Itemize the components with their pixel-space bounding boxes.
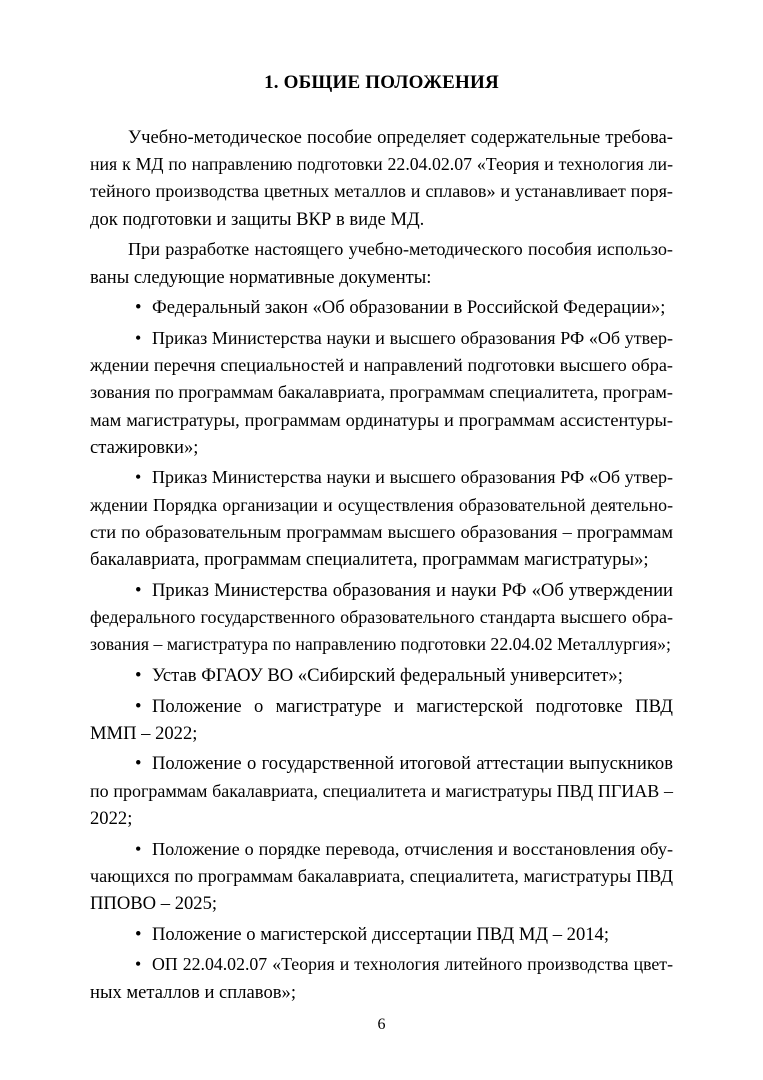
list-item [90, 577, 673, 659]
list-item-first-line [90, 693, 673, 720]
list-item-first-line [90, 662, 673, 689]
list-item-line: зования по программам бакалавриата, программам специалитета, програм- [90, 382, 673, 403]
paragraph-line: тейного производства цветных металлов и сплавов» и устанавливает поря- [90, 181, 673, 202]
list-item-text: Положение о государственной итоговой аттестации выпускников [152, 753, 673, 775]
list-item-first-line [90, 921, 673, 948]
list-item [90, 750, 673, 832]
list-item [90, 294, 673, 321]
bullet-icon: • [135, 954, 142, 975]
list-item [90, 921, 673, 948]
list-item-text: Приказ Министерства науки и высшего образования РФ «Об утвер- [152, 467, 673, 488]
list-item-first-line [90, 325, 673, 352]
list-item-line: по программам бакалавриата, специалитета и магистратуры ПВД ПГИАВ – [90, 780, 673, 801]
paragraph [90, 124, 673, 233]
bullet-icon: • [135, 467, 142, 488]
page-number: 6 [377, 1016, 386, 1033]
document-body [90, 124, 673, 1009]
list-item-line: ППОВО – 2025; [90, 892, 218, 914]
bullet-icon: • [135, 923, 142, 945]
list-item-text: Положение о порядке перевода, отчисления и восстановления обу- [152, 838, 673, 859]
list-item-line: чающихся по программам бакалавриата, специалитета, магистратуры ПВД [90, 865, 673, 886]
list-item-text: Федеральный закон «Об образовании в Российской Федерации»; [152, 297, 666, 319]
list-item-text: Устав ФГАОУ ВО «Сибирский федеральный университет»; [152, 664, 623, 686]
list-item-first-line [90, 750, 673, 777]
list-item [90, 836, 673, 918]
paragraph-line: док подготовки и защиты ВКР в виде МД. [90, 208, 425, 230]
list-item-line: федерального государственного образовательного стандарта высшего обра- [90, 606, 673, 627]
list-item-line: сти по образовательным программам высшего образования – программам [90, 521, 673, 542]
list-item [90, 693, 673, 747]
list-item-first-line [90, 577, 673, 604]
bullet-icon: • [135, 695, 142, 717]
list-item-first-line [90, 836, 673, 863]
list-item [90, 951, 673, 1005]
bullet-icon: • [135, 579, 142, 601]
bullet-icon: • [135, 327, 142, 348]
list-item-first-line [90, 464, 673, 491]
list-item-text: Приказ Министерства образования и науки РФ «Об утверждении [152, 579, 673, 601]
list-item-line: ждении перечня специальностей и направлений подготовки высшего обра- [90, 355, 673, 376]
list-item-text: Приказ Министерства науки и высшего образования РФ «Об утвер- [152, 327, 673, 348]
list-item-line: стажировки»; [90, 436, 199, 458]
list-item-line: 2022; [90, 807, 133, 829]
paragraph-line: При разработке настоящего учебно-методического пособия использо- [128, 239, 673, 260]
list-item-line: ных металлов и сплавов»; [90, 981, 296, 1003]
list-item-text: Положение о магистерской диссертации ПВД МД – 2014; [152, 923, 609, 945]
list-item-text: ОП 22.04.02.07 «Теория и технология литейного производства цвет- [152, 954, 673, 975]
list-item [90, 464, 673, 573]
list-item-line: зования – магистратура по направлению подготовки 22.04.02 Металлургия»; [90, 634, 671, 655]
list-item-first-line [90, 951, 673, 978]
intro-paragraphs [90, 124, 673, 291]
list-item [90, 325, 673, 461]
list-item-line: ММП – 2022; [90, 722, 198, 744]
paragraph-line: ния к МД по направлению подготовки 22.04.02.07 «Теория и технология ли- [90, 154, 673, 175]
bullet-icon: • [135, 753, 142, 775]
list-item-text: Положение о магистратуре и магистерской подготовке ПВД [152, 695, 673, 717]
list-item [90, 662, 673, 689]
list-item-first-line [90, 294, 673, 321]
bullet-icon: • [135, 664, 142, 686]
bullet-icon: • [135, 838, 142, 859]
bullet-icon: • [135, 297, 142, 319]
normative-documents-list [90, 294, 673, 1006]
list-item-line: бакалавриата, программам специалитета, программам магистратуры»; [90, 549, 649, 571]
paragraph-line: Учебно-методическое пособие определяет содержательные требова- [128, 127, 673, 148]
list-item-line: ждении Порядка организации и осуществления образовательной деятельно- [90, 494, 673, 515]
paragraph [90, 236, 673, 290]
paragraph-line: ваны следующие нормативные документы: [90, 266, 432, 288]
list-item-line: мам магистратуры, программам ординатуры и программам ассистентуры- [90, 409, 673, 430]
section-heading: 1. ОБЩИЕ ПОЛОЖЕНИЯ [264, 72, 499, 93]
